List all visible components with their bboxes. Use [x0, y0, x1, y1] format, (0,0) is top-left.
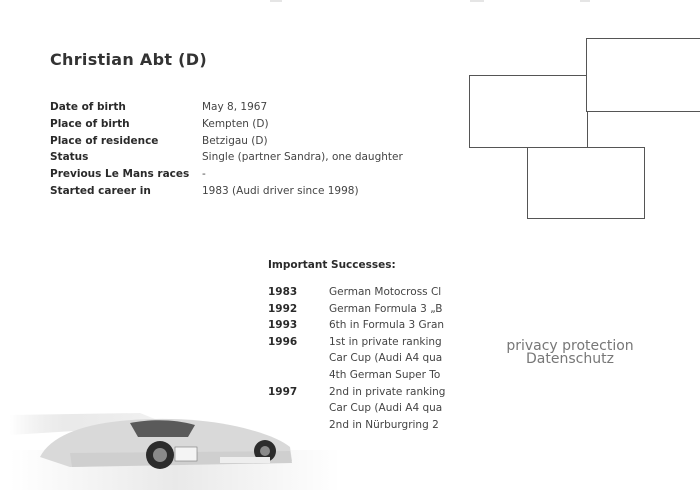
race-car-photo	[10, 395, 340, 490]
success-year: 1992	[268, 302, 298, 315]
success-year: 1993	[268, 319, 298, 332]
success-row	[268, 367, 452, 384]
watermark-line: privacy protection	[506, 338, 634, 354]
info-label: Place of birth	[50, 117, 130, 130]
success-year: 1996	[268, 335, 298, 348]
success-text: Car Cup (Audi A4 qua	[329, 352, 443, 365]
success-row	[268, 334, 452, 351]
watermark-line: Datenschutz	[526, 351, 614, 367]
success-row	[268, 284, 452, 301]
success-text: 4th German Super To	[329, 368, 441, 381]
info-label: Previous Le Mans races	[50, 168, 190, 181]
success-year: 1983	[268, 286, 298, 298]
success-row	[268, 350, 452, 367]
driver-name-title: Christian Abt (D)	[50, 50, 207, 69]
info-value: Kempten (D)	[202, 117, 269, 130]
photo-placeholder-box	[586, 38, 700, 112]
photo-placeholder-box	[469, 75, 588, 148]
info-value: -	[202, 168, 206, 181]
info-label: Place of residence	[50, 134, 159, 147]
photo-placeholder-box	[527, 147, 645, 219]
info-label: Date of birth	[50, 101, 126, 113]
info-value: 1983 (Audi driver since 1998)	[202, 184, 359, 197]
success-year: 1997	[268, 385, 298, 398]
success-text: 2nd in private ranking	[329, 385, 446, 398]
success-row	[268, 301, 452, 318]
info-label: Status	[50, 151, 89, 164]
success-text: 1st in private ranking	[329, 335, 442, 348]
success-row	[268, 317, 452, 334]
info-value: May 8, 1967	[202, 101, 268, 113]
info-label: Started career in	[50, 184, 151, 197]
success-text: Car Cup (Audi A4 qua	[329, 402, 443, 415]
info-value: Betzigau (D)	[202, 134, 268, 147]
success-text: German Motocross Cl	[329, 286, 442, 298]
success-text: 2nd in Nürburgring 2	[329, 418, 439, 431]
info-value: Single (partner Sandra), one daughter	[202, 151, 403, 164]
privacy-watermark	[480, 340, 660, 366]
success-text: German Formula 3 „B	[329, 302, 443, 315]
success-text: 6th in Formula 3 Gran	[329, 319, 445, 332]
successes-heading: Important Successes:	[268, 259, 396, 271]
